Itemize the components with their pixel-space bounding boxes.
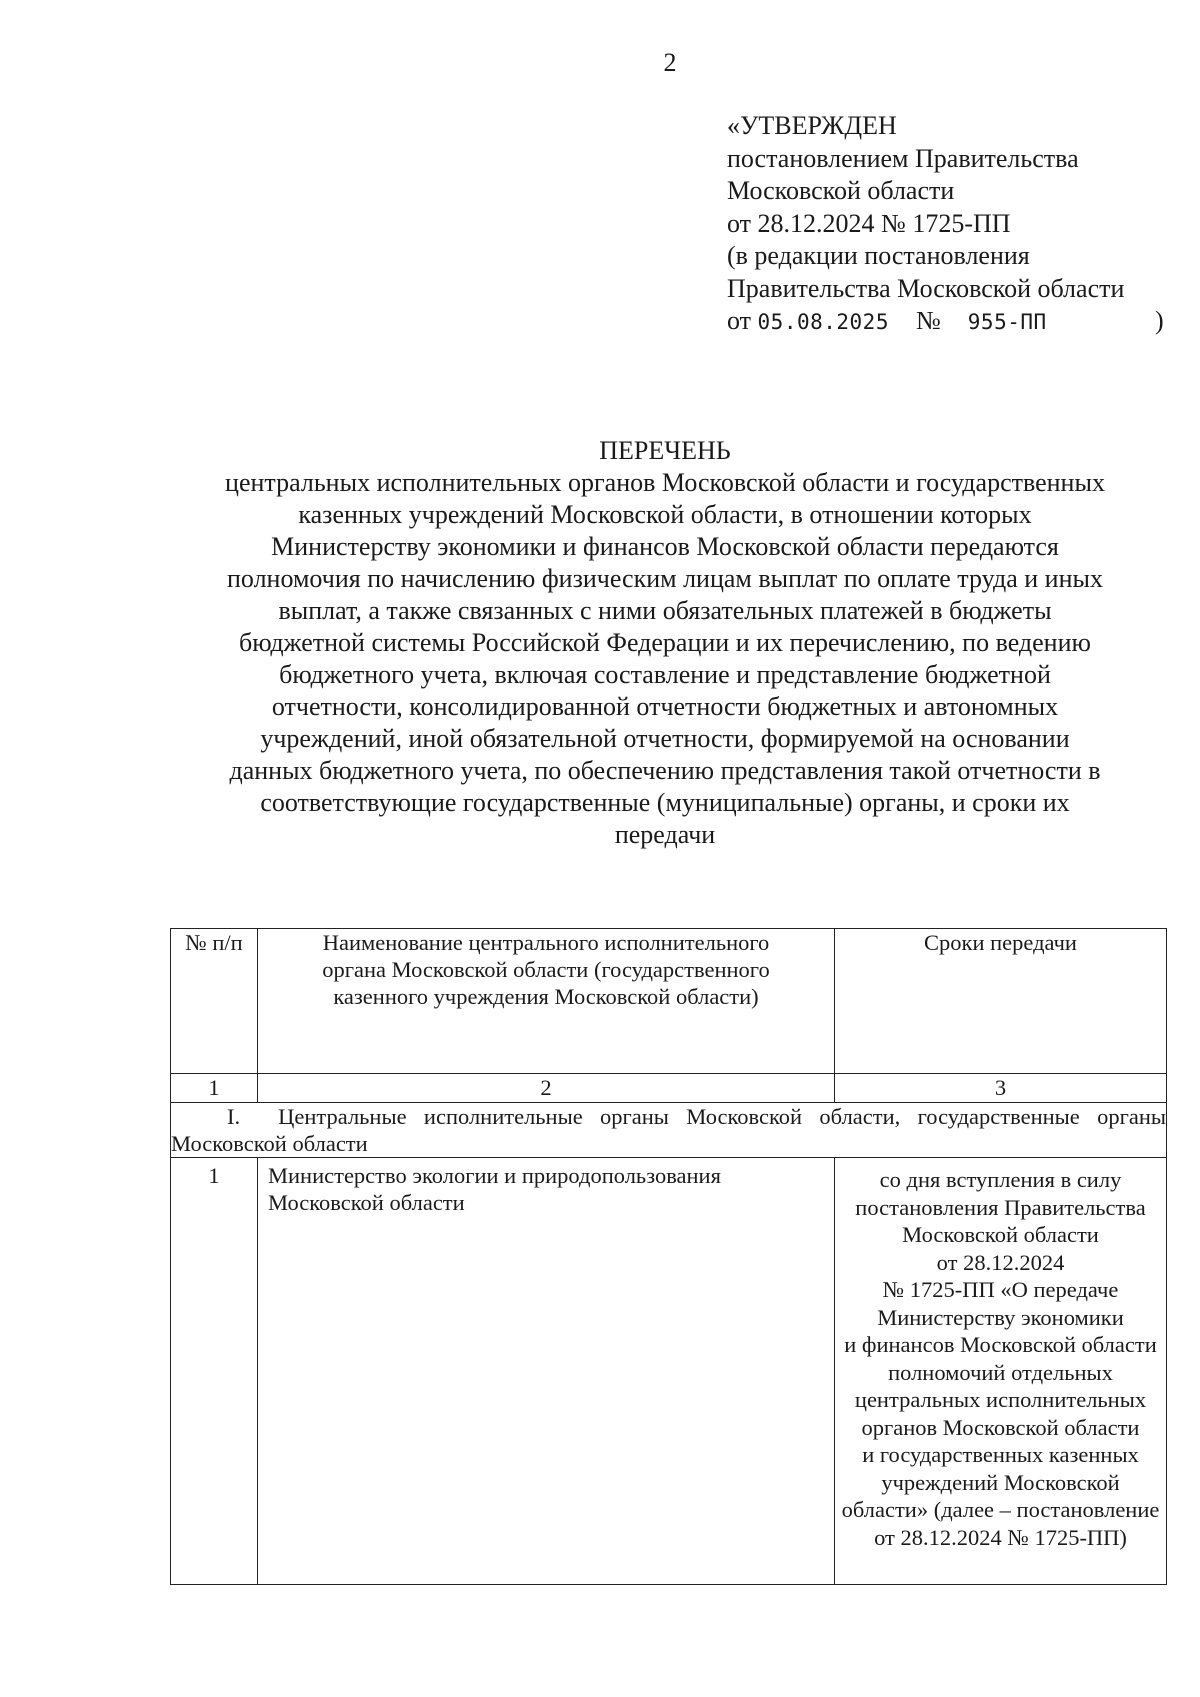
header-name-line: казенного учреждения Московской области) — [333, 984, 759, 1009]
header-name — [258, 929, 835, 1074]
row-term-line: области» (далее – постановление — [841, 1497, 1160, 1522]
row-term-line: органов Московской области — [861, 1414, 1140, 1440]
amendment-number: 955-ПП — [967, 310, 1047, 334]
header-terms: Сроки передачи — [835, 929, 1167, 1074]
title-line: отчетности, консолидированной отчетности бюджетных и автономных — [271, 692, 1059, 721]
section-cell — [171, 1103, 1167, 1158]
organs-table — [170, 928, 1167, 1585]
title-line: данных бюджетного учета, по обеспечению представления такой отчетности в — [229, 756, 1101, 785]
section-row — [171, 1103, 1167, 1158]
row-name-line: Министерство экологии и природопользования — [268, 1163, 721, 1188]
approval-line: Правительства Московской области — [727, 273, 1125, 303]
title-line: Министерству экономики и финансов Московской области передаются — [271, 532, 1059, 561]
section-text: Центральные исполнительные органы Московской области, государственные органы Московской области — [171, 1104, 1166, 1156]
row-term-line: полномочий отдельных — [888, 1359, 1113, 1385]
column-number: 3 — [835, 1074, 1167, 1103]
approval-amendment-line — [727, 305, 1124, 339]
column-number: 1 — [171, 1074, 258, 1103]
row-term-line: от 28.12.2024 № 1725-ПП) — [874, 1524, 1127, 1550]
row-term-line: центральных исполнительных — [854, 1387, 1147, 1412]
title-heading: ПЕРЕЧЕНЬ — [599, 436, 731, 465]
approval-line: (в редакции постановления — [727, 241, 1030, 270]
closing-parenthesis: ) — [1155, 306, 1164, 335]
document-title — [170, 435, 1160, 851]
section-roman: I. — [227, 1104, 241, 1129]
table-header-row — [171, 929, 1167, 1074]
row-number: 1 — [171, 1158, 258, 1585]
title-line: полномочия по начислению физическим лицам выплат по оплате труда и иных — [227, 564, 1103, 593]
column-numbers-row — [171, 1074, 1167, 1103]
row-term-line: со дня вступления в силу — [879, 1167, 1122, 1192]
approval-stamp — [727, 110, 1164, 339]
header-number: № п/п — [171, 929, 258, 1074]
header-name-line: Наименование центрального исполнительного — [322, 930, 770, 955]
row-name — [258, 1158, 835, 1585]
row-term-line: Московской области — [902, 1222, 1099, 1247]
approval-line: постановлением Правительства — [727, 143, 1079, 173]
row-name-line: Московской области — [268, 1190, 465, 1215]
row-term-line: учреждений Московской — [881, 1469, 1120, 1495]
approval-line: от 28.12.2024 № 1725-ПП — [727, 208, 1011, 238]
title-line: бюджетной системы Российской Федерации и их перечислению, по ведению — [239, 628, 1091, 657]
row-term-line: № 1725-ПП «О передаче — [882, 1277, 1119, 1302]
approval-line: Московской области — [727, 176, 955, 205]
amendment-number-sign: № — [915, 306, 941, 335]
amendment-date: 05.08.2025 — [757, 310, 889, 334]
row-term-line: и государственных казенных — [862, 1442, 1139, 1467]
title-line: учреждений, иной обязательной отчетности, формируемой на основании — [260, 724, 1070, 753]
amendment-prefix: от — [727, 306, 752, 335]
row-term-line: от 28.12.2024 — [936, 1249, 1065, 1275]
column-number: 2 — [258, 1074, 835, 1103]
header-name-line: органа Московской области (государственного — [322, 957, 770, 982]
title-line: центральных исполнительных органов Московской области и государственных — [225, 468, 1105, 497]
approval-line: «УТВЕРЖДЕН — [727, 111, 897, 140]
row-term-line: постановления Правительства — [855, 1194, 1146, 1220]
table-row — [171, 1158, 1167, 1585]
page-number: 2 — [663, 48, 677, 77]
row-term-line: и финансов Московской области — [844, 1332, 1157, 1357]
row-term-line: Министерству экономики — [877, 1304, 1124, 1330]
row-terms — [835, 1158, 1167, 1585]
title-line: соответствующие государственные (муниципальные) органы, и сроки их — [260, 788, 1070, 817]
title-line: бюджетного учета, включая составление и представление бюджетной — [279, 660, 1051, 689]
title-line: казенных учреждений Московской области, в отношении которых — [298, 500, 1032, 529]
title-line: передачи — [614, 820, 716, 849]
title-line: выплат, а также связанных с ними обязательных платежей в бюджеты — [278, 596, 1052, 625]
